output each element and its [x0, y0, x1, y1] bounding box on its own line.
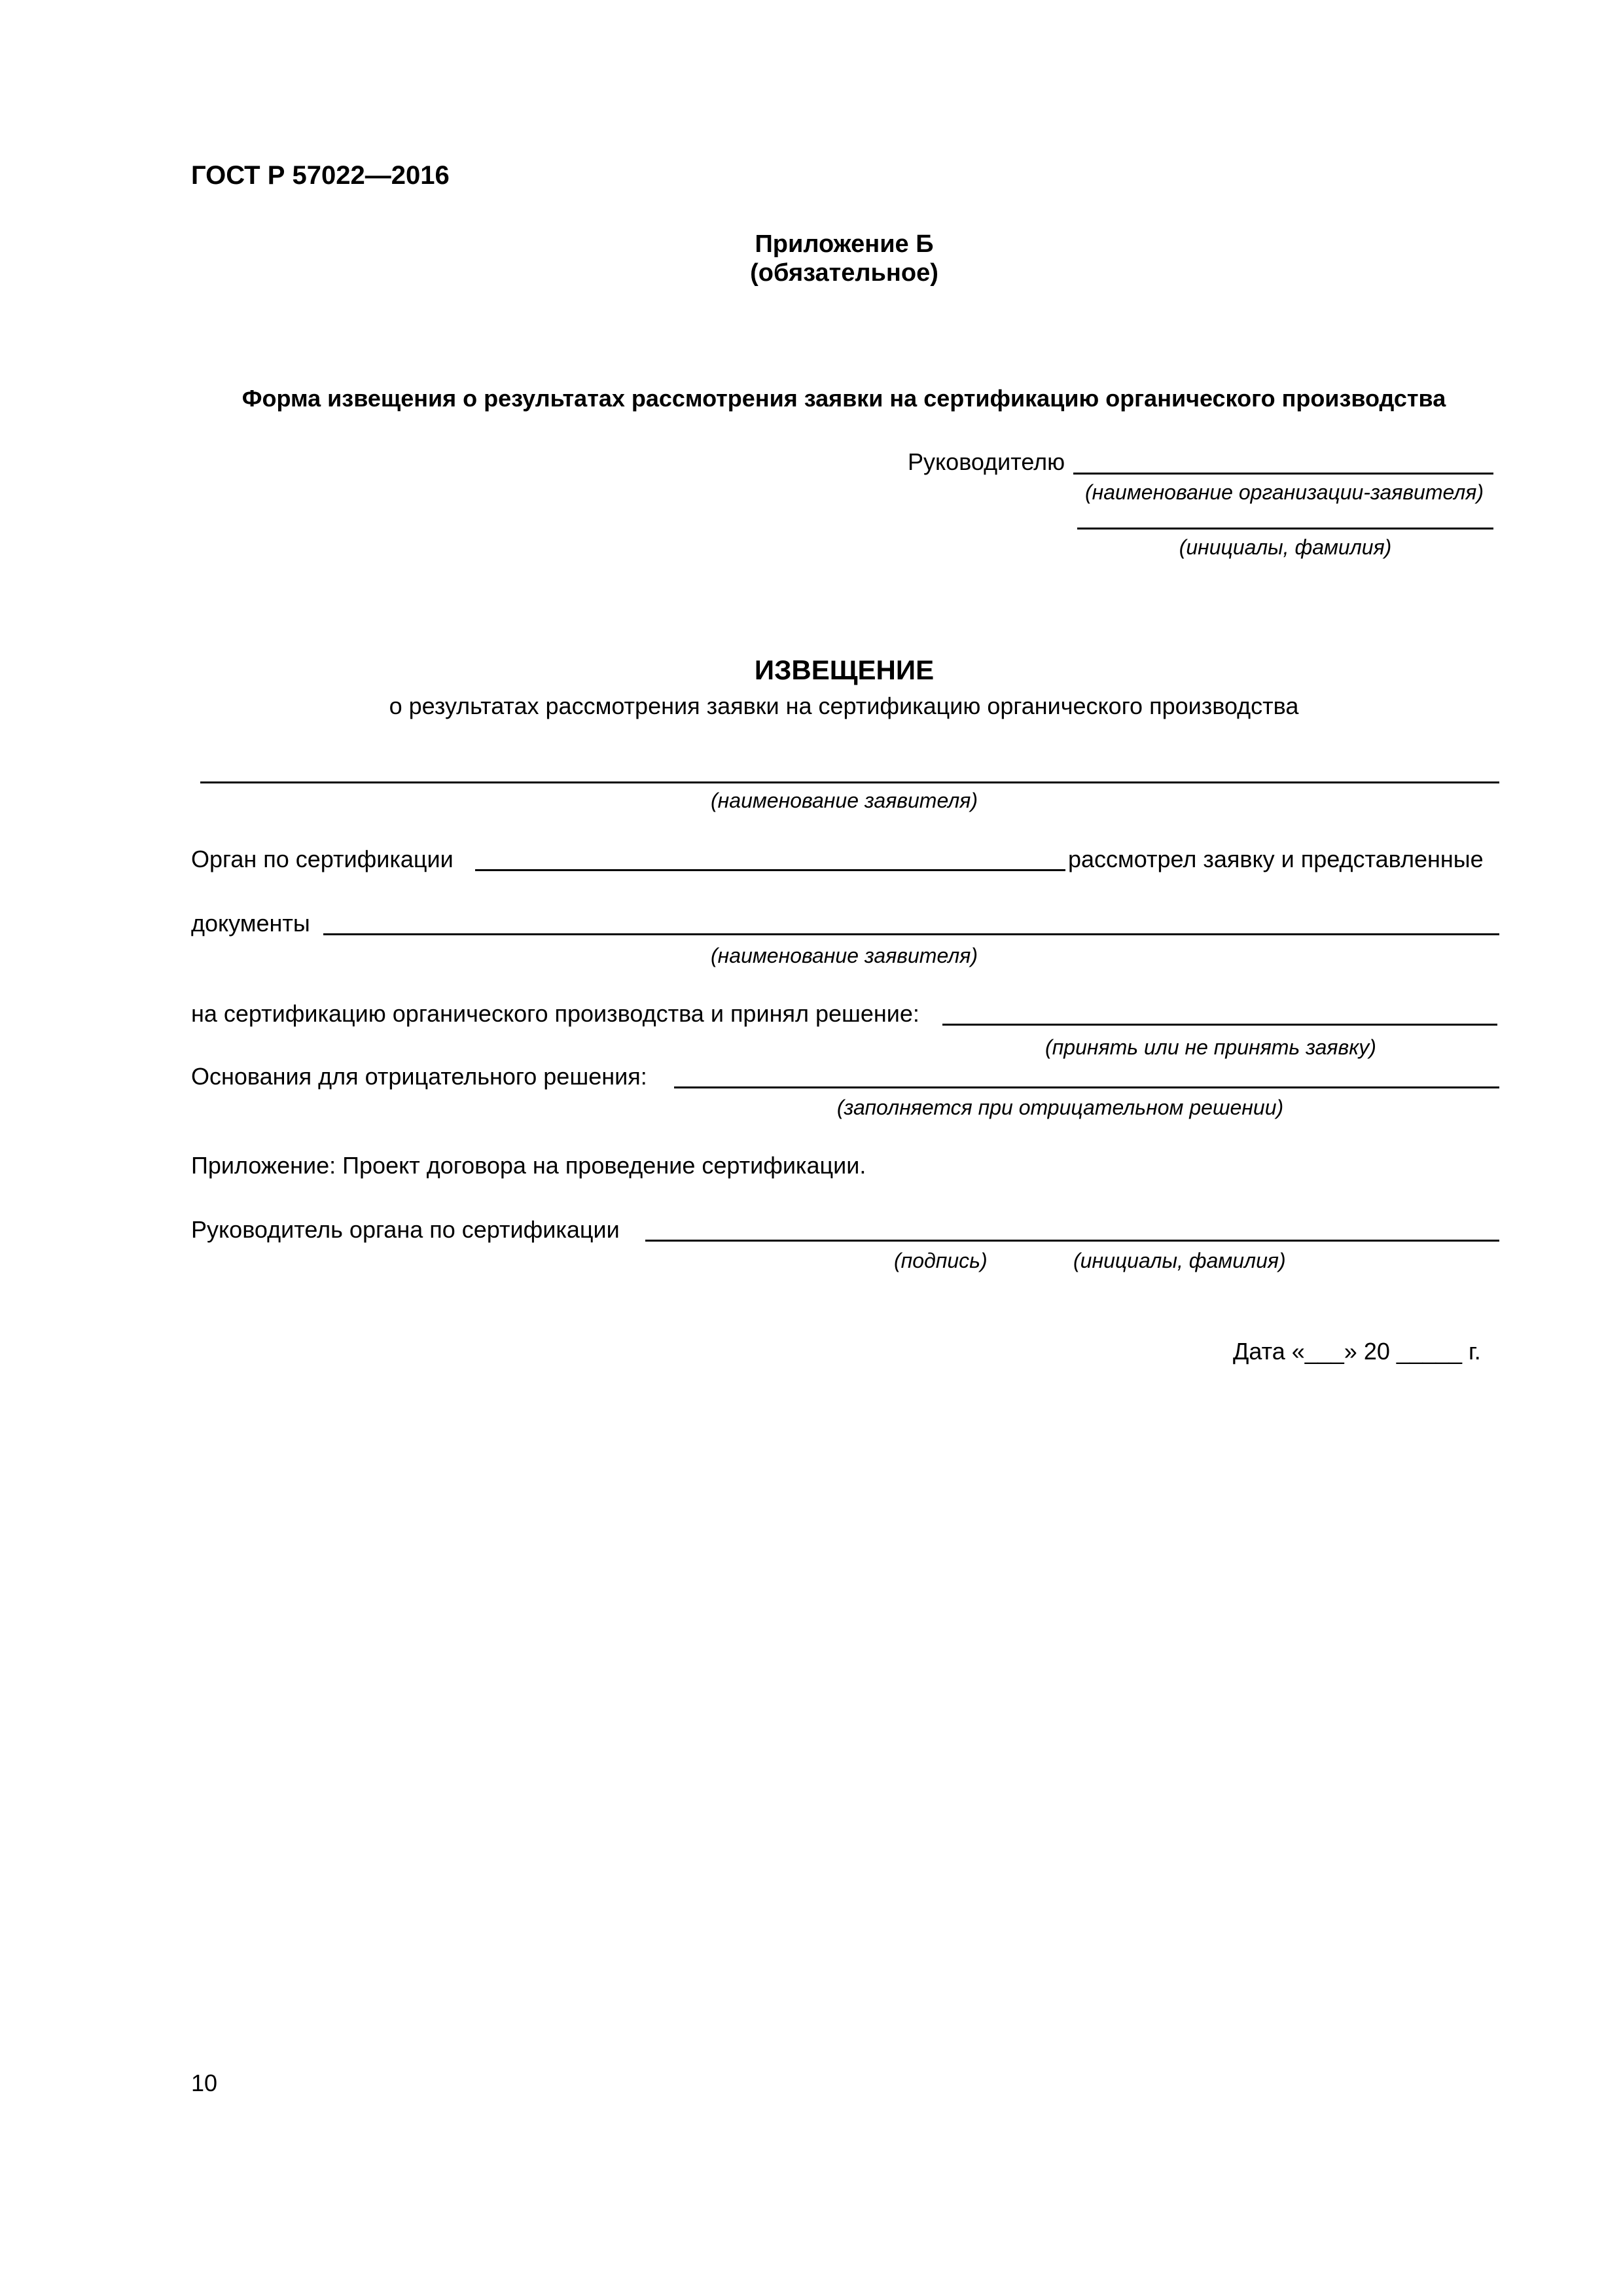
- addressee-org-hint: (наименование организации-заявителя): [1084, 480, 1484, 504]
- form-title: Форма извещения о результатах рассмотрения заявки на сертификацию органического производства: [241, 385, 1446, 412]
- attachment-text: Приложение: Проект договора на проведение сертификации.: [191, 1152, 866, 1179]
- standard-header: ГОСТ Р 57022—2016: [191, 161, 450, 190]
- addressee-name-line: [1077, 528, 1493, 529]
- documents-line: [323, 933, 1499, 935]
- notice-title: ИЗВЕЩЕНИЕ: [754, 655, 935, 685]
- cert-body-label: Орган по сертификации: [191, 846, 454, 872]
- appendix-title: Приложение Б: [755, 230, 934, 258]
- cert-body-line: [475, 869, 1065, 871]
- applicant-hint-1: (наименование заявителя): [711, 789, 978, 812]
- page-number: 10: [191, 2070, 218, 2096]
- decision-line: [942, 1024, 1497, 1026]
- addressee-org-line: [1073, 473, 1493, 475]
- initials-hint: (инициалы, фамилия): [1073, 1249, 1286, 1272]
- negative-label: Основания для отрицательного решения:: [191, 1063, 647, 1090]
- reviewed-text: рассмотрел заявку и представленные: [1068, 846, 1484, 872]
- decision-hint: (принять или не принять заявку): [1045, 1035, 1376, 1059]
- applicant-line: [200, 781, 1499, 783]
- addressee-name-hint: (инициалы, фамилия): [1179, 535, 1392, 559]
- head-line: [645, 1240, 1499, 1242]
- date-line: Дата «___» 20 _____ г.: [1233, 1338, 1481, 1365]
- negative-hint: (заполняется при отрицательном решении): [836, 1096, 1284, 1119]
- appendix-type: (обязательное): [750, 259, 938, 287]
- applicant-hint-2: (наименование заявителя): [711, 944, 978, 967]
- addressee-label: Руководителю: [908, 448, 1065, 475]
- negative-line: [674, 1086, 1499, 1088]
- head-label: Руководитель органа по сертификации: [191, 1216, 620, 1243]
- documents-label: документы: [191, 910, 310, 937]
- notice-subtitle: о результатах рассмотрения заявки на сертификацию органического производства: [389, 692, 1299, 719]
- decision-label: на сертификацию органического производства и принял решение:: [191, 1000, 919, 1027]
- signature-hint: (подпись): [894, 1249, 988, 1272]
